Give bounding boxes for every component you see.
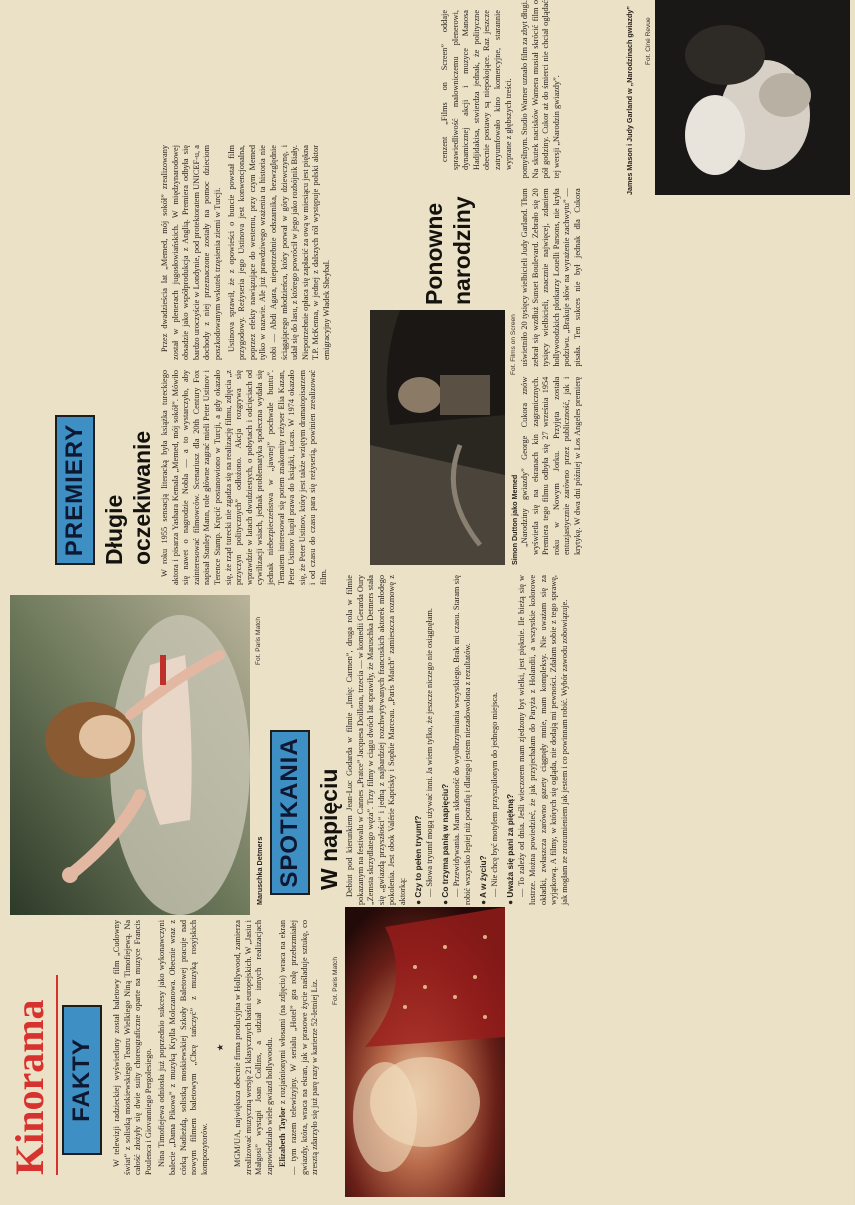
dutton-photo-caption: Simon Dutton jako Memed (510, 474, 519, 565)
garland-photo-credit: Fot. Ciné Revue (645, 17, 652, 65)
spotkania-heading: W napięciu (316, 768, 342, 890)
simon-dutton-photo (370, 310, 505, 565)
spotkania-column (345, 575, 569, 905)
fakty-photo-credit: Fot. Paris Match (332, 956, 339, 1005)
separator-star: ★ (216, 1043, 226, 1052)
premiery-paragraph: Przez dwadzieścia lat „Memed, mój sokół” zrealizowany został w plenerach jugosłowiańskich. W międzynarodowej obsadzie jako współprodukcja z Anglią. Premiera odbyła się bardzo uroczyście w Londynie, pod protektoratem UNICEF-u, a dochody z niej przeznaczone zostały na pomoc dzieciom poszkodowanym wskutek trzęsienia ziemi w Turcji. (160, 145, 222, 360)
detmers-photo-credit: Fot. Paris Match (255, 616, 262, 665)
fakty-paragraph: MGM/UA, największa obecnie firma producyjna w Hollywood, zamierza zrealizować muzyczną wersję 21 klasycznych baśni europejskich. W „Jasiu i Małgosi” wystąpi Joan Collins, a udział w innych realizacjach zapowiedziało wiele gwiazd hollywoodu. (232, 920, 274, 1175)
narodziny-paragraph: „Narodziny gwiazdy” George Cukora znów wyświetla się na ekranach kin zagranicznych. Premiera tego filmu odbyła się 27 września 1954 roku w Nowym Jorku. Przyjęta została entuzjastycznie zarówno przez publiczność, jak i krytykę. W dwa dni później w Los Angeles premierę uświetniło 20 tysięcy wielbicieli Judy Garland. Tłum zebrał się wzdłuż Sunset Boulevard. Zebrało się 20 tysięcy wielbicieli, znacznie najwięcej, zdaniem hollywoodzkich plotkarzy Louelli Parsons, nie kryła podziwu. „Brakuje słów na wyrażenie zachwytu” — pisała. Ten sukces nie był jednak dla Cukora pomyślnym. Studio Warner uznało film za zbyt długi. Na skutek nacisków Warnera musiał skrócić film o pół godziny. Cukor aż do śmierci nie chciał oglądać tej wersji „Narodzin gwiazdy”. (520, 0, 582, 555)
narodziny-heading: Ponowne narodziny (421, 196, 475, 305)
section-banner-premiery (55, 415, 95, 565)
elizabeth-taylor-photo (345, 907, 505, 1197)
premiery-heading: Długie oczekiwanie (101, 430, 155, 565)
spotkania-intro: Debiut pod kierunkiem Jean-Luc Godarda w filmie „Imię: Carmen”, druga rola w filmie pokazanym na festiwalu w Cannes „Pratce” Jacquesa Doillona, trzecia — w komedii Gerarda Oury „Zemsta skrzydlatego węża”. Trzy filmy w ciągu dwóch lat sprawiły, że Maruschka Detmers stała się „gwiazdą przyszłości” i jedną z najbardziej rozchwytywanych francuskich aktorek młodego pokolenia. Jest obok Valérie Kaprisky i Sophie Marceau. „Paris Match” zamieszcza rozmowę z aktorką: (345, 575, 407, 905)
dutton-photo-image (370, 310, 505, 565)
taylor-photo-image (345, 907, 505, 1197)
fakty-paragraph: W telewizji radzieckiej wyświetlony został baletowy film „Cudowny świat” z solistką moskiewskiego Teatru Wielkiego Niną Timofiejewą. Na całość złożyły się dwie suity choreograficzne oparte na muzyce Francis Poulenca i Giovanniego Pergolesiego. (112, 920, 153, 1175)
narodziny-text (520, 0, 620, 555)
fakty-taylor-lead: Elizabeth Taylor (278, 1107, 288, 1167)
fakty-taylor-text: z rozjaśnionymi włosami (na zdjęciu) wraca na ekran — tym razem telewizyjny. W serialu „Hotel” gra rolę przebrzmiałej gwiazdy, która, wraca na ekran, jak w prasowe życie naśladuje sztukę, co zresztą zdarzyło się już parę razy w karierze 52-letniej Liz. (278, 920, 320, 1175)
interview-question: ● Czy to pełen tryumf? (412, 815, 423, 905)
section-label-fakty: FAKTY (68, 1038, 95, 1122)
magazine-title: Kinorama (7, 999, 52, 1175)
premiery-col-end (440, 10, 520, 170)
premiery-paragraph: W roku 1955 sensacją literacką była książka tureckiego aktora i pisarza Yashara Kemala „Memed, mój sokół”. Mówiło się nawet o nagrodzie Nobla — a to wystarczyło, aby zainteresować filmowców. Scenariusz dla 20th Century Fox napisał Stanley Mann, role główne zagrać mieli Peter Ustinov i Terence Stamp. Kręcić postanowiono w Turcji, a gdy okazało się, że rząd turecki nie zgadza się na realizację filmu, zdjęcia „z przyczyn politycznych” odłożono. Akcja rozgrywa się wprawdzie w latach dwudziestych, o pobytach i odcięciach od cywilizacji wsiach, jednak problematyka społeczna wydała się jednak niebezpieczeństwa w „jawnej” pochwale buntu”. Tematem interesował się potem znakomity reżyser Elia Kazan, Peter Ustinov kupił prawa do książki, Lucas. W 1974 okazało się, że Peter Ustinov, który jest także wziętym dramatopisarzem i od czasu do czasu para się reżyserią, powinien zrealizować film. (160, 370, 328, 585)
garland-photo-image (655, 0, 850, 195)
section-label-spotkania: SPOTKANIA (276, 737, 303, 888)
section-banner-spotkania (270, 730, 310, 895)
interview-answer: — Słowa tryumf mogą używać inni. Ja wiem tylko, że jeszcze niczego nie osiągnęłam. (425, 608, 435, 897)
fakty-column (112, 920, 382, 1175)
title-rule (56, 975, 58, 1175)
interview-question: ● Uważa się pani za piękną? (504, 793, 515, 905)
interview-answer: — Przewidywania. Mam skłonność do wyolbrzymiania wszystkiego. Brak mi czasu. Staram się robić wszystko lepiej niż potrafię i dlatego jestem niezadowolona z rezultatów. (452, 575, 472, 905)
interview-answer: — To zależy od dnia. Jeśli wieczorem mam zjedzony byt wielki, jest pięknie. Ile bieżą się w lustrze. Można powiedzieć, że jak przyjechałam do Paryża z Holandii, a wszystkie kolorowe okładki, zwłaszcza zarówno gazety ciągnęły mnie, mam kompleksy. Nie uważam się za wyjątkową. A filmy, w których się ogląda, nie dodają mi pewności. Zdałam sobie z tego sprawę, jak mogłam ze zrozumieniem jak jestem i co powinnam robić. Wybór zawodu zobowiązuje. (517, 575, 569, 905)
section-banner-fakty (62, 1005, 102, 1155)
judy-garland-photo (655, 0, 850, 195)
premiery-paragraph: Ustinova sprawił, że z opowieści o buncie powstał film przygodowy. Reżyseria jego Ustinova jest konwencjonalna, poprzez efekty nawiązujące do westernu, przy czym Memed tylko w nazwie. Ale już prawdziwego wrażenia ta historia nie robi — Abdi Agara, niepotrzebnie odszarnika, bezwzględnie ściągającego młodzieńca, który porwał w góry dziewczynę, i udał się do lasu, z którego powrócił w jego jako rozbójnik Biały. Niepotrzebnie opłaca się zapłacić za ową w miesiącu jest piękna T.P. McKenna, w jednej z dalszych ról występuje polski aktor emigracyjny Władek Sheybal. (226, 145, 331, 360)
premiery-col-end-text: cenzent „Films on Screen” oddaje sprawiedliwość malowniczemu plenerowi, dynamicznej akcji i muzyce Manosa Hadjidakisa, stwierdza jednak, że polityczne obecnie postawy są niepokojące. Raz jeszcze zatryumfowało kino komercyjne, starannie wyprane z głębszych treści. (440, 10, 513, 170)
interview-answer: — Nie chcę być motylem przyszpilonym do jednego miejsca. (490, 692, 500, 897)
premiery-column (160, 145, 360, 585)
detmers-photo-image (10, 595, 250, 915)
garland-photo-caption: James Mason i Judy Garland w „Narodzinach gwiazdy” (625, 6, 634, 195)
detmers-photo-caption: Maruschka Detmers (255, 836, 264, 905)
dutton-photo-credit: Fot. Films on Screen (510, 314, 517, 375)
interview-question: ● Co trzyma panią w napięciu? (439, 783, 450, 905)
maruschka-detmers-photo (10, 595, 250, 915)
fakty-taylor-paragraph (278, 920, 320, 1175)
section-label-premiery: PREMIERY (61, 423, 88, 557)
fakty-paragraph: Nina Timofiejewa odniosła już poprzednio sukcesy jako wykonawczyni balecie „Dama Pikowa” z muzyką Krylla Molczanowa. Obecnie wraz z córką Nadieżdą, solistką moskiewskiej Szkoły Baletowej pracuje nad nowym filmem baletowym „Chcę tańczyć” z muzyką rosyjskich kompozytorów. (157, 920, 209, 1175)
interview-question: ● A w życiu? (477, 855, 488, 905)
